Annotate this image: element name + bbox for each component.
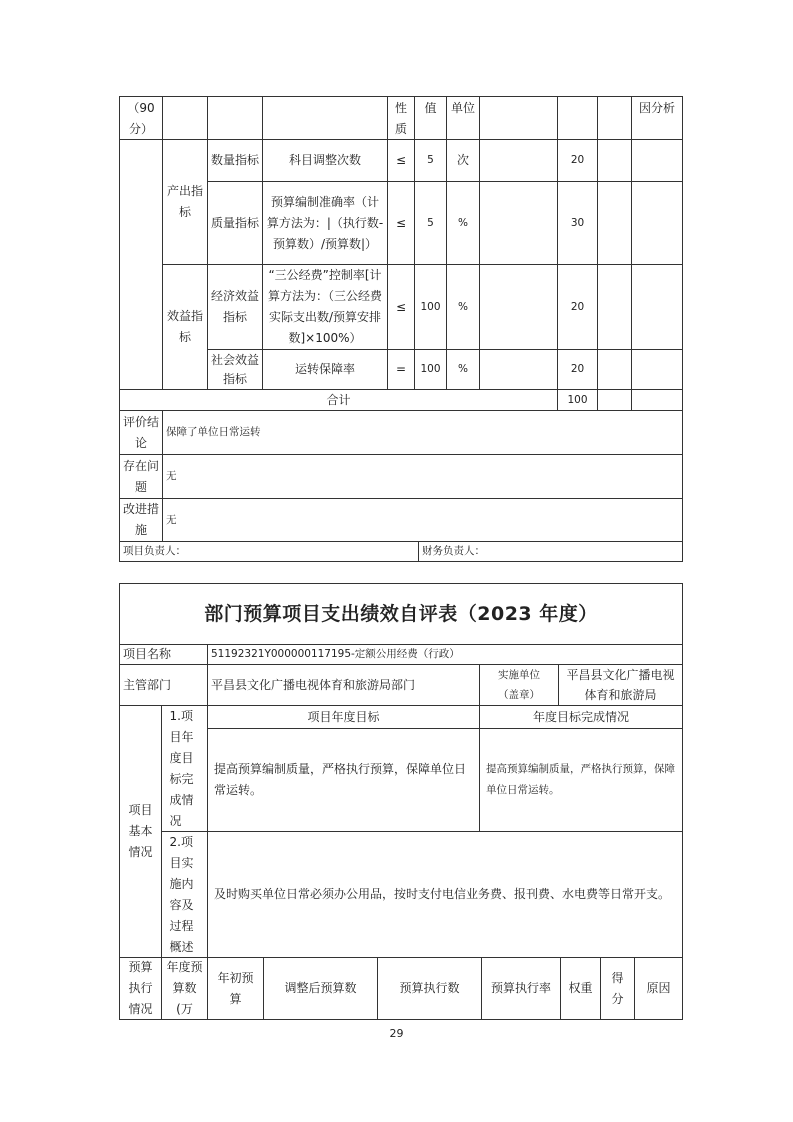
category-output [162,139,208,265]
score-label: （90分） [127,101,155,136]
weight-text: 20 [570,154,585,166]
value-header [414,96,447,140]
goal-section-label: 1.项目年度目标完成情况 [169,708,194,828]
impl-unit-label-cell [479,664,559,706]
total-label: 合计 [326,393,351,407]
actual-value [479,139,558,182]
operator [387,264,415,350]
project-name-cell [207,644,683,665]
score [597,181,632,265]
unit-header [446,96,480,140]
target-value [414,139,447,182]
reason-analysis-header [631,96,683,140]
weight [557,181,598,265]
issues-label: 存在问题 [123,458,160,494]
weight [557,349,598,390]
indicator-name [262,181,388,265]
finance-lead-cell [418,541,683,562]
nature-header-text: 性质 [394,101,407,136]
impl-text: 及时购买单位日常必须办公用品，按时支付电信业务费、报刊费、水电费等日常开支。 [214,887,671,901]
conclusion-label-cell [119,410,163,455]
sub-indicator [207,264,263,350]
annual-goal-header: 项目年度目标 [307,709,380,724]
dept-name: 平昌县文化广播电视体育和旅游局部门 [211,677,416,692]
total-score [597,389,632,411]
completion-header-cell [479,705,683,729]
issues-label-cell [119,454,163,499]
target-value [414,181,447,265]
page-number: 29 [389,1027,404,1040]
score-label-cell [119,96,163,140]
unit [446,139,480,182]
table-title: 部门预算项目支出绩效自评表（2023 年度） [204,602,598,625]
value-header-text: 值 [424,101,437,115]
budget-col-text: 调整后预算数 [284,981,357,995]
dept-label: 主管部门 [123,677,172,692]
issues-text: 无 [166,470,177,482]
actual-value [479,181,558,265]
empty-header-cell [162,96,208,140]
target-value [414,264,447,350]
operator-text: ≤ [395,215,407,230]
empty-header-cell [262,96,388,140]
basic-label-cell [119,705,162,958]
reason [631,181,683,265]
budget-col-weight [560,957,601,1020]
reason [631,264,683,350]
weight-text: 30 [570,216,585,229]
weight [557,264,598,350]
improve-label: 改进措施 [123,502,160,537]
unit-text: 次 [456,153,469,167]
indicator-text: 科目调整次数 [288,153,361,167]
weight-text: 20 [570,363,585,375]
conclusion-text: 保障了单位日常运转 [166,426,261,438]
unit-text: % [458,216,468,229]
dept-label-cell [119,664,208,706]
budget-col-text: 原因 [646,981,671,995]
nature-header [387,96,415,140]
indicator-text: 运转保障率 [294,362,355,376]
budget-col-score [600,957,635,1020]
conclusion-text-cell [162,410,683,455]
finance-lead-label: 财务负责人： [422,545,485,557]
total-weight [557,389,598,411]
annual-goal-header-cell [207,705,480,729]
operator [387,181,415,265]
score [597,349,632,390]
indicator-text: 预算编制准确率（计算方法为：|（执行数-预算数）/预算数|） [266,194,384,251]
empty-header-cell [207,96,263,140]
budget-col-rate [481,957,561,1020]
operator [387,349,415,390]
target-value-text: 100 [420,363,441,375]
dept-cell [207,664,480,706]
score-column-span [119,139,163,390]
improve-text-cell [162,498,683,542]
actual-value [479,349,558,390]
indicator-text: “三公经费”控制率[计算方法为：（三公经费实际支出数/预算安排数]×100%） [267,268,382,345]
indicator-name [262,264,388,350]
unit-header-text: 单位 [450,101,475,115]
total-weight-text: 100 [567,393,588,406]
budget-label: 预算执行情况 [128,960,153,1016]
target-value-text: 5 [427,216,434,229]
weight [557,139,598,182]
operator-text: ≤ [395,299,407,314]
basic-label: 项目基本情况 [128,803,153,859]
project-name: 51192321Y000000117195-定额公用经费（行政） [211,648,460,660]
operator [387,139,415,182]
category-label: 效益指标 [166,309,203,344]
impl-section-label-cell [161,831,208,958]
budget-label-cell [119,957,162,1020]
budget-col-reason [634,957,683,1020]
target-value-text: 5 [427,154,434,166]
budget-col-text: 权重 [568,981,593,995]
sub-indicator-text: 社会效益指标 [211,352,260,386]
improve-text: 无 [166,513,177,526]
category-benefit [162,264,208,390]
table-title-cell [119,583,683,645]
budget-col-text: 预算执行数 [399,981,460,995]
sub-indicator [207,181,263,265]
sub-indicator-text: 经济效益指标 [211,289,260,324]
unit-text: % [458,300,468,313]
empty-header-cell [597,96,632,140]
reason-analysis-text: 因分析 [638,101,675,115]
budget-col-text: 预算执行率 [490,981,551,995]
sub-indicator [207,349,263,390]
operator-text: ≤ [395,153,407,167]
reason [631,349,683,390]
actual-value [479,264,558,350]
unit [446,181,480,265]
impl-unit-name: 平昌县文化广播电视体育和旅游局 [566,668,675,702]
budget-col-initial [207,957,264,1020]
project-lead-label: 项目负责人： [123,545,186,557]
impl-text-cell [207,831,683,958]
unit [446,264,480,350]
annual-goal-cell [207,728,480,832]
total-label-cell [119,389,558,411]
operator-text: = [395,362,407,376]
indicator-name [262,139,388,182]
project-lead-cell [119,541,419,562]
annual-goal-text: 提高预算编制质量，严格执行预算，保障单位日常运转。 [214,762,467,797]
budget-col-text: 得分 [611,970,624,1006]
project-name-label: 项目名称 [123,647,172,661]
impl-unit-cell [558,664,683,706]
score [597,264,632,350]
budget-col-adjusted [263,957,378,1020]
goal-section-label-cell [161,705,208,832]
unit-text: % [458,363,468,375]
total-reason [631,389,683,411]
project-name-label-cell [119,644,208,665]
issues-text-cell [162,454,683,499]
empty-header-cell [479,96,558,140]
budget-col-text: 年度预算数(万 [166,960,203,1016]
impl-unit-label: 实施单位（盖章） [498,669,540,701]
conclusion-label: 评价结论 [123,414,160,450]
indicator-name [262,349,388,390]
improve-label-cell [119,498,163,542]
sub-indicator [207,139,263,182]
score [597,139,632,182]
completion-header: 年度目标完成情况 [532,709,629,724]
budget-col-annual [161,957,208,1020]
empty-header-cell [557,96,598,140]
target-value-text: 100 [420,300,441,313]
sub-indicator-text: 数量指标 [211,153,260,167]
impl-section-label: 2.项目实施内容及过程概述 [169,834,194,954]
budget-col-executed [377,957,482,1020]
completion-cell [479,728,683,832]
target-value [414,349,447,390]
budget-col-text: 年初预算 [217,970,254,1006]
reason [631,139,683,182]
weight-text: 20 [570,300,585,313]
completion-text: 提高预算编制质量，严格执行预算，保障单位日常运转。 [486,763,675,796]
category-label: 产出指标 [166,184,203,219]
unit [446,349,480,390]
sub-indicator-text: 质量指标 [211,215,260,230]
